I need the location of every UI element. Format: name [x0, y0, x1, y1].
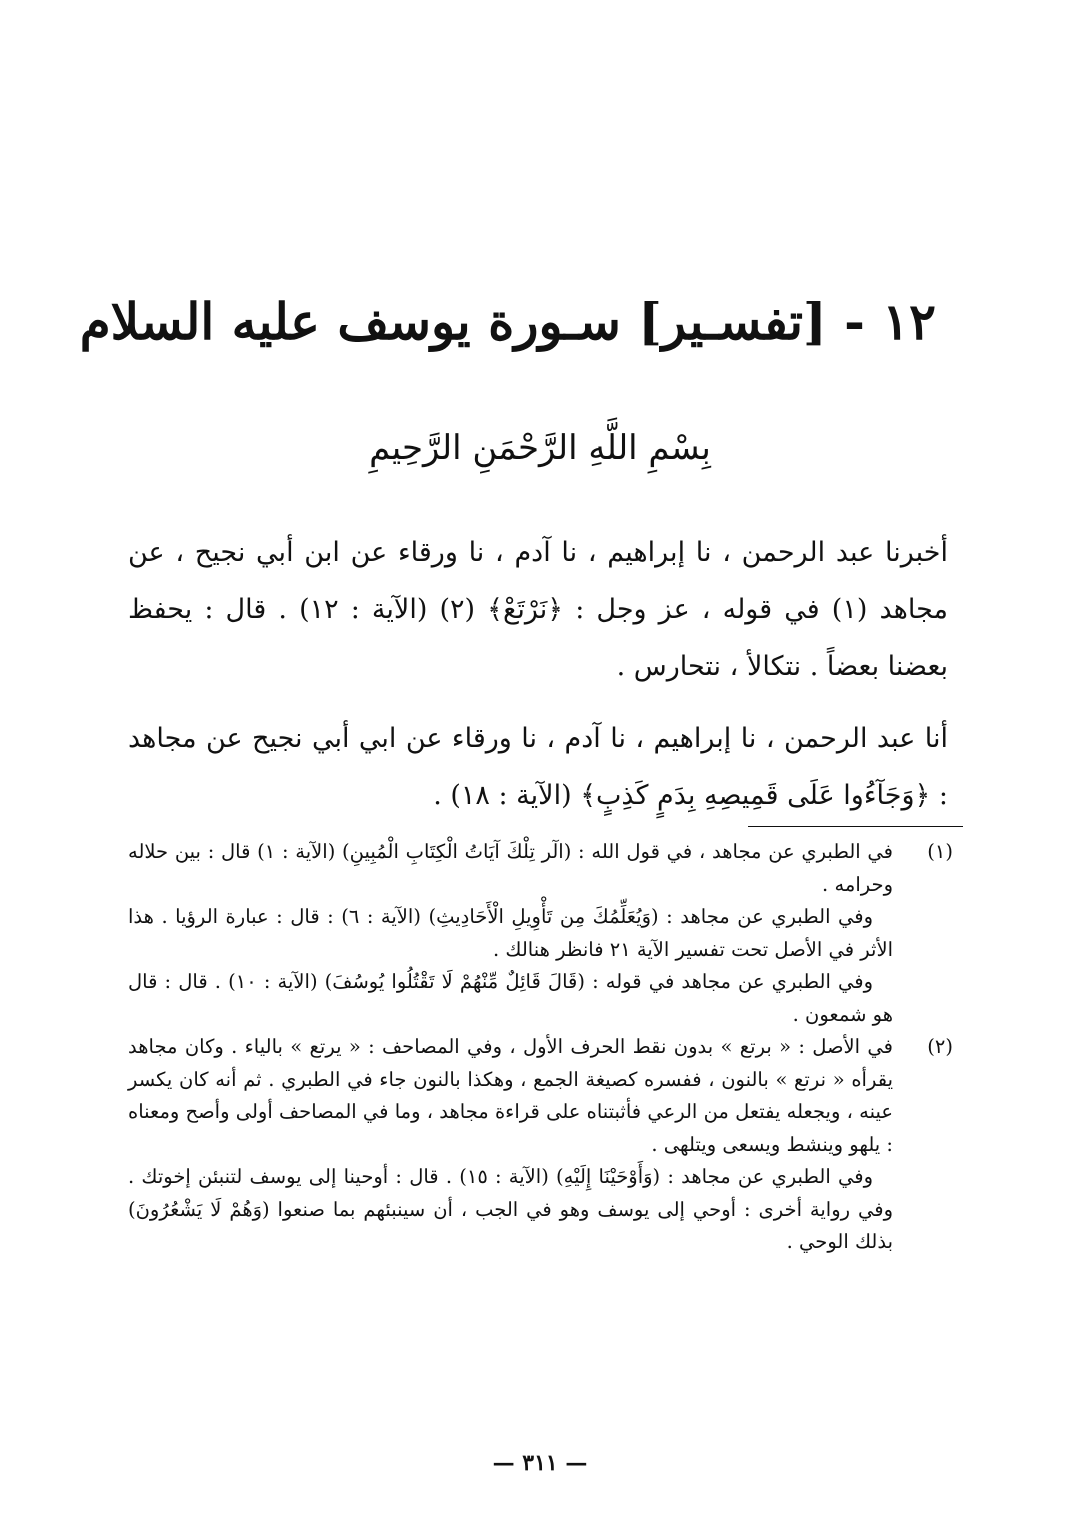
- chapter-title: ١٢ - [تفسـير] سـورة يوسف عليه السلام: [79, 292, 936, 351]
- footnote-paragraph: في الأصل : « برتع » بدون نقط الحرف الأول ، وفي المصاحف : « يرتع » بالياء . وكان مجاهد يقرأه « نرتع » بالنون ، ففسره كصيغة الجمع ، وهكذا بالنون جاء في الطبري . ثم أنه كان يكسر عينه ، ويجعله يفتعل من الرعي فأثبتناه على قراءة مجاهد ، وما في المصاحف أولى وأصح ومعناه : يلهو وينشط ويسعى ويتلهى .: [128, 1035, 893, 1156]
- footnote-number: (٢): [927, 1035, 953, 1058]
- footnote-paragraph: وفي الطبري عن مجاهد : (وَأَوْحَيْنَا إِلَيْهِ) (الآية : ١٥) . قال : أوحينا إلى يوسف لتنبئن إخوتك . وفي رواية أخرى : أوحي إلى يوسف وهو في الجب ، أن سينبئهم بما صنعوا (وَهُمْ لَا يَشْعُرُونَ) بذلك الوحي .: [128, 1165, 893, 1253]
- footnote-body: [128, 1031, 893, 1259]
- footnotes-section: [128, 836, 953, 1259]
- footnote-paragraph: في الطبري عن مجاهد ، في قول الله : (الٓر تِلْكَ آيَاتُ الْكِتَابِ الْمُبِينِ) (الآية : ١) قال : بين حلاله وحرامه .: [128, 840, 893, 896]
- body-paragraph-1: [128, 524, 948, 695]
- paragraph-text: أنا عبد الرحمن ، نا إبراهيم ، نا آدم ، نا ورقاء عن ابي أبي نجيح عن مجاهد : ﴿وَجَآءُوا عَلَى قَمِيصِهِ بِدَمٍ كَذِبٍ﴾ (الآية : ١٨) .: [128, 723, 948, 811]
- basmala-heading: بِسْمِ اللَّهِ الرَّحْمَنِ الرَّحِيمِ: [369, 428, 711, 468]
- page-number: — ٣١١ —: [492, 1450, 588, 1476]
- footnote-separator: [748, 826, 963, 827]
- footnote-number: (١): [927, 840, 953, 863]
- paragraph-text: أخبرنا عبد الرحمن ، نا إبراهيم ، نا آدم ، نا ورقاء عن ابن أبي نجيح ، عن مجاهد (١) في قوله ، عز وجل : ﴿نَرْتَعْ﴾ (٢) (الآية : ١٢) . قال : يحفظ بعضنا بعضاً . نتكالأ ، نتحارس .: [128, 537, 948, 682]
- footnote-1: [128, 836, 953, 1031]
- footnote-paragraph: وفي الطبري عن مجاهد في قوله : (قَالَ قَائِلٌ مِّنْهُمْ لَا تَقْتُلُوا يُوسُفَ) (الآية : ١٠) . قال : قال هو شمعون .: [128, 970, 893, 1026]
- footnote-2: [128, 1031, 953, 1259]
- footnote-paragraph: وفي الطبري عن مجاهد : (وَيُعَلِّمُكَ مِن تَأْوِيلِ الْأَحَادِيثِ) (الآية : ٦) : قال : عبارة الرؤيا . هذا الأثر في الأصل تحت تفسير الآية ٢١ فانظر هنالك .: [128, 905, 893, 961]
- footnote-body: [128, 836, 893, 1031]
- body-paragraph-2: [128, 710, 948, 824]
